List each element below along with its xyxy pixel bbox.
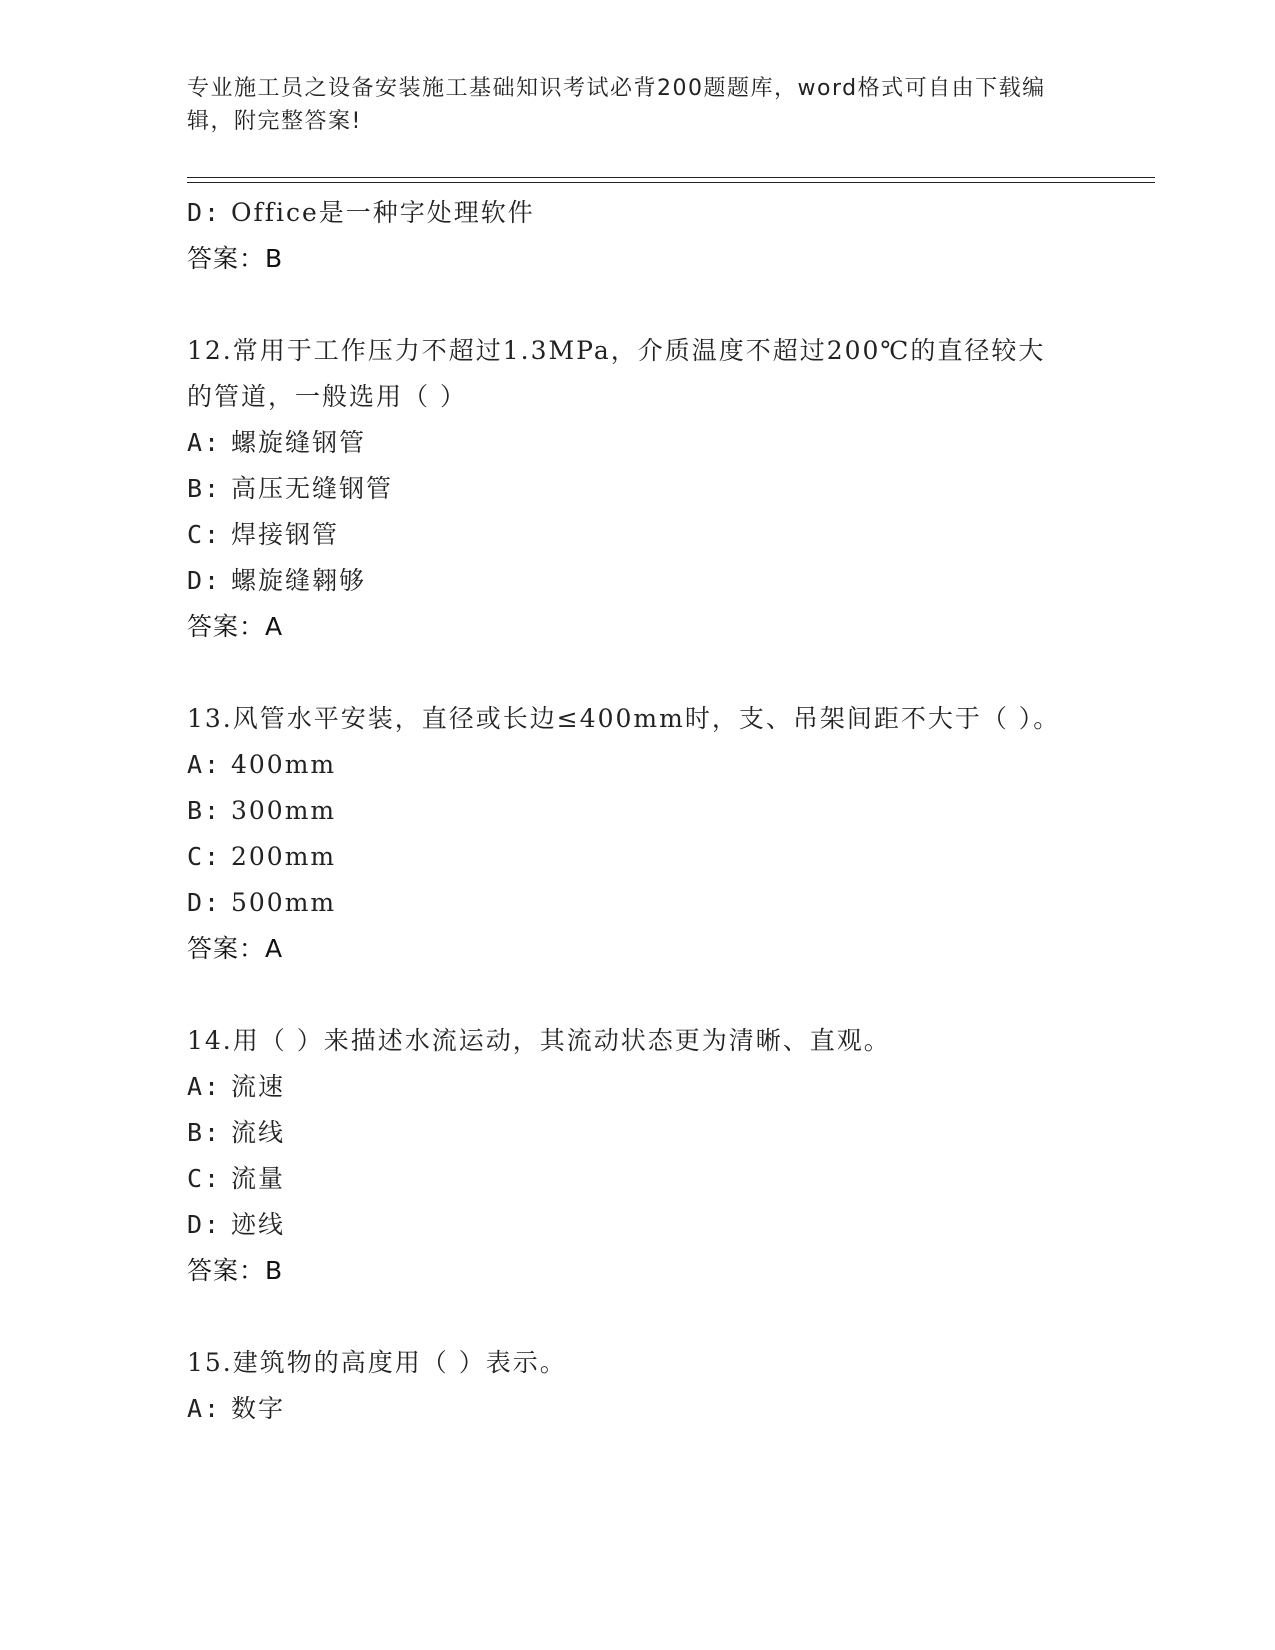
option-text: 200mm bbox=[231, 842, 337, 871]
carryover-answer: 答案：B bbox=[187, 244, 284, 273]
option-text: 流速 bbox=[231, 1072, 286, 1101]
option-text: 高压无缝钢管 bbox=[231, 474, 394, 503]
option-key: B: bbox=[187, 474, 222, 503]
option-key: A: bbox=[187, 1072, 222, 1101]
header-rule-top bbox=[187, 177, 1155, 178]
answer: 答案：A bbox=[187, 934, 284, 963]
option-text: 流线 bbox=[231, 1118, 286, 1147]
question-stem: 15.建筑物的高度用（ ）表示。 bbox=[187, 1348, 567, 1377]
option-key: C: bbox=[187, 520, 222, 549]
option-key: D: bbox=[187, 198, 222, 227]
option-text: 螺旋缝翱够 bbox=[231, 566, 367, 595]
question-14 bbox=[187, 1018, 1087, 1294]
answer: 答案：B bbox=[187, 1256, 284, 1285]
option-b bbox=[187, 788, 1087, 834]
option-text: 焊接钢管 bbox=[231, 520, 340, 549]
option-b bbox=[187, 466, 1087, 512]
spacer bbox=[187, 1294, 1087, 1340]
option-c bbox=[187, 834, 1087, 880]
spacer bbox=[187, 650, 1087, 696]
option-d bbox=[187, 1202, 1087, 1248]
option-a bbox=[187, 1386, 1087, 1432]
option-key: C: bbox=[187, 1164, 222, 1193]
option-key: B: bbox=[187, 1118, 222, 1147]
option-text: 数字 bbox=[231, 1394, 286, 1423]
spacer bbox=[187, 972, 1087, 1018]
option-text: 400mm bbox=[231, 750, 337, 779]
option-text: Office是一种字处理软件 bbox=[231, 198, 535, 227]
option-key: B: bbox=[187, 796, 222, 825]
option-c bbox=[187, 1156, 1087, 1202]
option-key: A: bbox=[187, 428, 222, 457]
option-text: 迹线 bbox=[231, 1210, 286, 1239]
question-stem: 14.用（ ）来描述水流运动，其流动状态更为清晰、直观。 bbox=[187, 1026, 891, 1055]
carryover-option-d bbox=[187, 190, 1087, 236]
option-b bbox=[187, 1110, 1087, 1156]
option-key: D: bbox=[187, 888, 222, 917]
question-12 bbox=[187, 328, 1087, 650]
spacer bbox=[187, 282, 1087, 328]
option-a bbox=[187, 742, 1087, 788]
option-key: A: bbox=[187, 1394, 222, 1423]
option-text: 500mm bbox=[231, 888, 337, 917]
option-d bbox=[187, 558, 1087, 604]
option-key: D: bbox=[187, 1210, 222, 1239]
option-key: D: bbox=[187, 566, 222, 595]
question-list bbox=[187, 190, 1087, 1432]
option-key: C: bbox=[187, 842, 222, 871]
option-a bbox=[187, 1064, 1087, 1110]
question-stem: 12.常用于工作压力不超过1.3MPa，介质温度不超过200℃的直径较大的管道，一般选用（ ） bbox=[187, 336, 1046, 411]
option-text: 螺旋缝钢管 bbox=[231, 428, 367, 457]
option-d bbox=[187, 880, 1087, 926]
option-c bbox=[187, 512, 1087, 558]
page-header: 专业施工员之设备安装施工基础知识考试必背200题题库，word格式可自由下载编辑，附完整答案! bbox=[187, 76, 1046, 134]
question-13 bbox=[187, 696, 1087, 972]
answer: 答案：A bbox=[187, 612, 284, 641]
option-a bbox=[187, 420, 1087, 466]
question-stem: 13.风管水平安装，直径或长边≤400mm时，支、吊架间距不大于（ ）。 bbox=[187, 704, 1061, 733]
option-key: A: bbox=[187, 750, 222, 779]
question-15 bbox=[187, 1340, 1087, 1432]
header-rule-bottom bbox=[187, 182, 1155, 183]
option-text: 300mm bbox=[231, 796, 337, 825]
option-text: 流量 bbox=[231, 1164, 286, 1193]
